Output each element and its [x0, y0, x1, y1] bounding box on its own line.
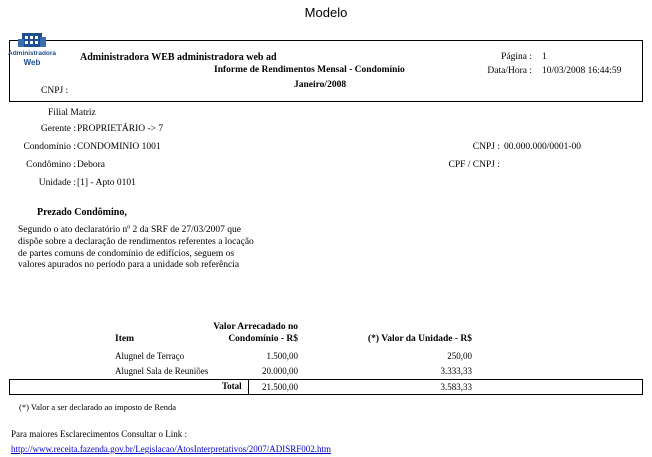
cpf-cnpj-label: CPF / CNPJ :: [448, 160, 500, 170]
total-condominio: 21.500,00: [262, 382, 298, 392]
window-title: Modelo: [304, 5, 348, 20]
receita-link[interactable]: http://www.receita.fazenda.gov.br/Legislacao/AtosInterpretativos/2007/ADISRF002.htm: [11, 444, 332, 454]
condominio-label: Condomínio :: [23, 142, 76, 152]
letter-line: de partes comuns de condomínio de edifícios, seguem os: [18, 248, 235, 259]
row-condominio: 20.000,00: [262, 366, 298, 376]
condomino-value: Debora: [77, 160, 105, 170]
unidade-label: Unidade :: [38, 178, 76, 188]
footer-text: Para maiores Esclarecimentos Consultar o Link :: [11, 429, 187, 439]
total-unidade: 3.583,33: [440, 382, 472, 392]
row-item: Alugnel Sala de Reuniões: [115, 366, 209, 376]
report-title: Informe de Rendimentos Mensal - Condomínio: [214, 65, 405, 75]
company-logo: [8, 31, 56, 69]
gerente-label: Gerente :: [40, 124, 76, 134]
row-unidade: 3.333,33: [440, 366, 472, 376]
logo-text-line2: Web: [23, 58, 41, 67]
page-label: Página :: [501, 52, 532, 62]
header-cnpj-label: CNPJ :: [41, 86, 69, 96]
company-name: Administradora WEB administradora web ad: [80, 52, 277, 63]
letter-body: [18, 225, 254, 272]
condominio-value: CONDOMINIO 1001: [77, 142, 161, 152]
total-label: Total: [222, 381, 242, 391]
col-header-item: Item: [115, 334, 134, 344]
total-left-rule: [9, 379, 10, 395]
condominio-cnpj-label: CNPJ :: [472, 142, 500, 152]
datetime-value: 10/03/2008 16:44:59: [542, 66, 622, 76]
total-top-rule: [9, 379, 643, 380]
datetime-label: Data/Hora :: [487, 66, 532, 76]
unidade-value: [1] - Apto 0101: [77, 178, 136, 188]
row-unidade: 250,00: [447, 351, 472, 361]
col-header-condominio-line1: Valor Arrecadado no: [213, 322, 298, 332]
letter-line: Segundo o ato declaratório nº 2 da SRF de 27/03/2007 que: [18, 225, 241, 235]
condomino-label: Condômino :: [26, 160, 76, 170]
condominio-cnpj-value: 00.000.000/0001-00: [504, 142, 582, 152]
logo-text-line1: Administradora: [8, 50, 57, 57]
gerente-value: PROPRIETÁRIO -> 7: [77, 124, 164, 134]
row-condominio: 1.500,00: [266, 351, 298, 361]
row-item: Alugnel de Terraço: [115, 351, 185, 361]
greeting: Prezado Condômino,: [37, 207, 127, 218]
total-right-rule: [642, 379, 643, 395]
report-period: Janeiro/2008: [294, 80, 347, 90]
col-header-unidade: (*) Valor da Unidade - R$: [367, 334, 472, 344]
page-number: 1: [542, 52, 547, 62]
filial: Filial Matriz: [48, 108, 96, 118]
letter-line: valores apurados no período para a unidade sob referência: [18, 260, 240, 271]
col-header-condominio-line2: Condomínio - R$: [228, 334, 298, 344]
letter-line: dispõe sobre a declaração de rendimentos referentes a locação: [18, 236, 254, 247]
footnote: (*) Valor a ser declarado ao imposto de Renda: [19, 402, 177, 412]
total-bottom-rule: [9, 394, 643, 395]
